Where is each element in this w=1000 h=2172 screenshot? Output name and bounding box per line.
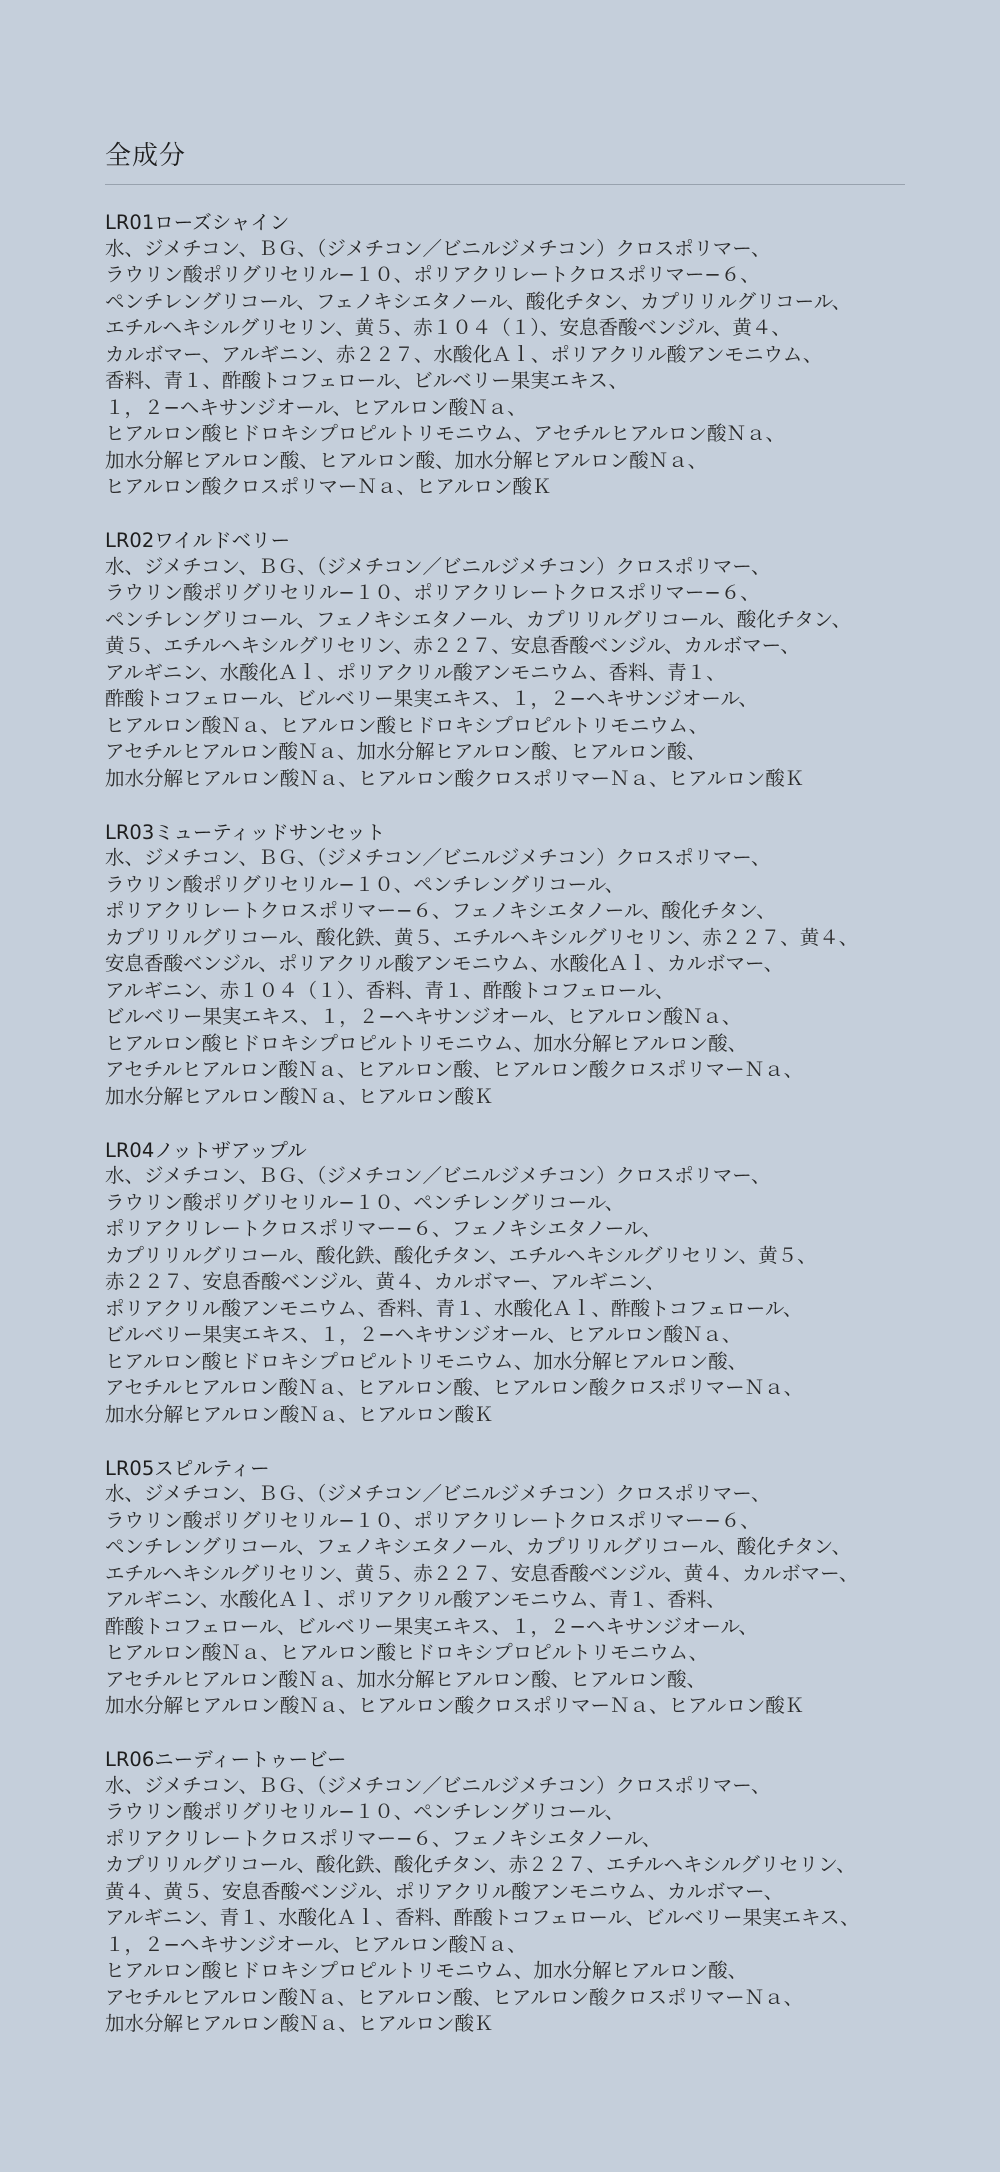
product-section	[105, 1746, 1000, 2038]
ingredient-line: ヒアルロン酸ヒドロキシプロピルトリモニウム、加水分解ヒアルロン酸、	[105, 1349, 748, 1373]
product-name: LR01ローズシャイン	[105, 211, 290, 234]
ingredient-line: 水、ジメチコン、ＢＧ、（ジメチコン／ビニルジメチコン）クロスポリマー、	[105, 846, 771, 869]
ingredient-line: ペンチレングリコール、フェノキシエタノール、酸化チタン、カプリリルグリコール、	[105, 289, 852, 313]
ingredient-line: ラウリン酸ポリグリセリル−１０、ペンチレングリコール、	[105, 1800, 625, 1823]
ingredient-line: アセチルヒアルロン酸Ｎａ、ヒアルロン酸、ヒアルロン酸クロスポリマーＮａ、	[105, 1376, 804, 1399]
ingredient-line: 水、ジメチコン、ＢＧ、（ジメチコン／ビニルジメチコン）クロスポリマー、	[105, 1164, 771, 1187]
page-title: 全成分	[105, 141, 187, 171]
ingredient-line: アルギニン、水酸化Ａｌ、ポリアクリル酸アンモニウム、青１、香料、	[105, 1588, 726, 1611]
ingredient-line: 加水分解ヒアルロン酸Ｎａ、ヒアルロン酸Ｋ	[105, 1084, 494, 1108]
ingredient-line: 加水分解ヒアルロン酸Ｎａ、ヒアルロン酸Ｋ	[105, 2012, 494, 2035]
ingredient-line: 黄５、エチルヘキシルグリセリン、赤２２７、安息香酸ベンジル、カルボマー、	[105, 634, 800, 657]
ingredient-line: ヒアルロン酸ヒドロキシプロピルトリモニウム、加水分解ヒアルロン酸、	[105, 1031, 748, 1055]
ingredient-list	[105, 1481, 1000, 1720]
ingredient-line: ビルベリー果実エキス、１，２−ヘキサンジオール、ヒアルロン酸Ｎａ、	[105, 1005, 742, 1028]
ingredient-line: ラウリン酸ポリグリセリル−１０、ポリアクリレートクロスポリマー−６、	[105, 263, 760, 286]
ingredient-line: 黄４、黄５、安息香酸ベンジル、ポリアクリル酸アンモニウム、カルボマー、	[105, 1879, 784, 1903]
ingredient-line: ラウリン酸ポリグリセリル−１０、ペンチレングリコール、	[105, 872, 625, 896]
ingredient-line: 水、ジメチコン、ＢＧ、（ジメチコン／ビニルジメチコン）クロスポリマー、	[105, 236, 771, 260]
ingredient-line: アセチルヒアルロン酸Ｎａ、加水分解ヒアルロン酸、ヒアルロン酸、	[105, 1667, 706, 1691]
ingredient-line: 加水分解ヒアルロン酸Ｎａ、ヒアルロン酸クロスポリマーＮａ、ヒアルロン酸Ｋ	[105, 766, 805, 790]
product-section	[105, 1455, 1000, 1720]
ingredient-line: ペンチレングリコール、フェノキシエタノール、カプリリルグリコール、酸化チタン、	[105, 607, 852, 631]
ingredient-line: 酢酸トコフェロール、ビルベリー果実エキス、１，２−ヘキサンジオール、	[105, 1614, 758, 1638]
ingredient-line: ヒアルロン酸Ｎａ、ヒアルロン酸ヒドロキシプロピルトリモニウム、	[105, 713, 709, 737]
product-section	[105, 527, 1000, 792]
ingredient-line: ビルベリー果実エキス、１，２−ヘキサンジオール、ヒアルロン酸Ｎａ、	[105, 1323, 742, 1346]
ingredient-list	[105, 236, 1000, 501]
product-section	[105, 209, 1000, 501]
product-name: LR02ワイルドベリー	[105, 529, 291, 552]
ingredient-line: ラウリン酸ポリグリセリル−１０、ペンチレングリコール、	[105, 1190, 625, 1214]
ingredient-line: ペンチレングリコール、フェノキシエタノール、カプリリルグリコール、酸化チタン、	[105, 1535, 852, 1558]
product-name: LR03ミューティッドサンセット	[105, 820, 386, 844]
ingredient-line: カプリリルグリコール、酸化鉄、酸化チタン、エチルヘキシルグリセリン、黄５、	[105, 1243, 817, 1267]
ingredient-line: カプリリルグリコール、酸化鉄、黄５、エチルヘキシルグリセリン、赤２２７、黄４、	[105, 925, 859, 949]
ingredient-line: ポリアクリル酸アンモニウム、香料、青１、水酸化Ａｌ、酢酸トコフェロール、	[105, 1296, 803, 1320]
ingredient-line: アセチルヒアルロン酸Ｎａ、ヒアルロン酸、ヒアルロン酸クロスポリマーＮａ、	[105, 1058, 804, 1081]
title-divider	[105, 184, 905, 185]
ingredient-line: アルギニン、青１、水酸化Ａｌ、香料、酢酸トコフェロール、ビルベリー果実エキス、	[105, 1906, 860, 1929]
ingredient-line: ポリアクリレートクロスポリマー−６、フェノキシエタノール、	[105, 1826, 662, 1850]
ingredient-line: 水、ジメチコン、ＢＧ、（ジメチコン／ビニルジメチコン）クロスポリマー、	[105, 554, 771, 578]
ingredient-line: 水、ジメチコン、ＢＧ、（ジメチコン／ビニルジメチコン）クロスポリマー、	[105, 1482, 771, 1505]
ingredient-list	[105, 554, 1000, 793]
ingredient-list	[105, 845, 1000, 1110]
ingredient-line: １，２−ヘキサンジオール、ヒアルロン酸Ｎａ、	[105, 395, 527, 419]
ingredient-line: ヒアルロン酸ヒドロキシプロピルトリモニウム、加水分解ヒアルロン酸、	[105, 1959, 748, 1982]
product-list	[105, 209, 1000, 2038]
ingredient-line: 加水分解ヒアルロン酸Ｎａ、ヒアルロン酸Ｋ	[105, 1402, 494, 1426]
ingredient-line: 赤２２７、安息香酸ベンジル、黄４、カルボマー、アルギニン、	[105, 1270, 665, 1293]
ingredient-line: カルボマー、アルギニン、赤２２７、水酸化Ａｌ、ポリアクリル酸アンモニウム、	[105, 342, 823, 366]
ingredient-line: アルギニン、赤１０４（１）、香料、青１、酢酸トコフェロール、	[105, 978, 675, 1002]
ingredient-line: ヒアルロン酸クロスポリマーＮａ、ヒアルロン酸Ｋ	[105, 475, 552, 498]
ingredient-line: 安息香酸ベンジル、ポリアクリル酸アンモニウム、水酸化Ａｌ、カルボマー、	[105, 952, 784, 975]
ingredient-line: カプリリルグリコール、酸化鉄、酸化チタン、赤２２７、エチルヘキシルグリセリン、	[105, 1853, 856, 1876]
ingredient-line: ヒアルロン酸ヒドロキシプロピルトリモニウム、アセチルヒアルロン酸Ｎａ、	[105, 422, 785, 445]
ingredient-line: ヒアルロン酸Ｎａ、ヒアルロン酸ヒドロキシプロピルトリモニウム、	[105, 1641, 709, 1664]
ingredient-list	[105, 1773, 1000, 2038]
product-name: LR04ノットザアップル	[105, 1138, 307, 1162]
ingredient-line: 加水分解ヒアルロン酸Ｎａ、ヒアルロン酸クロスポリマーＮａ、ヒアルロン酸Ｋ	[105, 1694, 805, 1717]
product-name: LR05スピルティー	[105, 1456, 270, 1480]
ingredient-line: アセチルヒアルロン酸Ｎａ、加水分解ヒアルロン酸、ヒアルロン酸、	[105, 740, 706, 763]
ingredient-line: アルギニン、水酸化Ａｌ、ポリアクリル酸アンモニウム、香料、青１、	[105, 660, 726, 684]
ingredient-line: エチルヘキシルグリセリン、黄５、赤１０４（１）、安息香酸ベンジル、黄４、	[105, 316, 791, 339]
ingredient-line: エチルヘキシルグリセリン、黄５、赤２２７、安息香酸ベンジル、黄４、カルボマー、	[105, 1561, 859, 1585]
ingredient-line: ラウリン酸ポリグリセリル−１０、ポリアクリレートクロスポリマー−６、	[105, 581, 760, 604]
product-section	[105, 1137, 1000, 1429]
ingredient-line: 水、ジメチコン、ＢＧ、（ジメチコン／ビニルジメチコン）クロスポリマー、	[105, 1773, 771, 1797]
product-section	[105, 819, 1000, 1111]
ingredient-line: ポリアクリレートクロスポリマー−６、フェノキシエタノール、酸化チタン、	[105, 899, 776, 922]
ingredient-line: アセチルヒアルロン酸Ｎａ、ヒアルロン酸、ヒアルロン酸クロスポリマーＮａ、	[105, 1985, 804, 2009]
ingredient-line: 酢酸トコフェロール、ビルベリー果実エキス、１，２−ヘキサンジオール、	[105, 687, 758, 710]
ingredient-line: 加水分解ヒアルロン酸、ヒアルロン酸、加水分解ヒアルロン酸Ｎａ、	[105, 448, 708, 472]
ingredient-line: 香料、青１、酢酸トコフェロール、ビルベリー果実エキス、	[105, 369, 628, 392]
ingredient-list	[105, 1163, 1000, 1428]
product-name: LR06ニーディートゥービー	[105, 1748, 347, 1771]
ingredient-line: １，２−ヘキサンジオール、ヒアルロン酸Ｎａ、	[105, 1932, 527, 1956]
ingredient-line: ポリアクリレートクロスポリマー−６、フェノキシエタノール、	[105, 1217, 662, 1240]
ingredient-line: ラウリン酸ポリグリセリル−１０、ポリアクリレートクロスポリマー−６、	[105, 1508, 760, 1532]
